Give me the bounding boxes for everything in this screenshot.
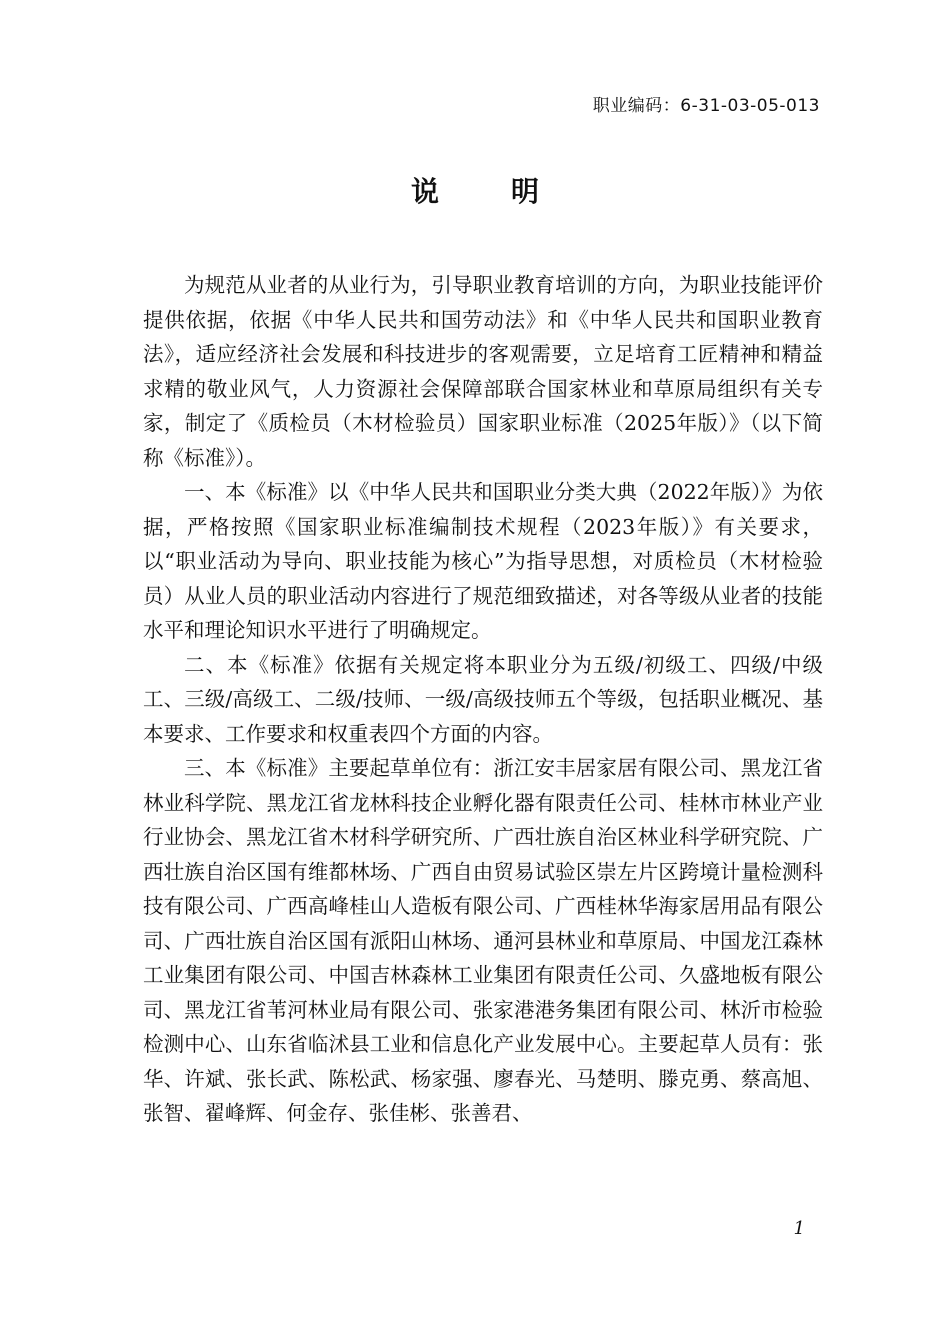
page-title <box>0 170 950 210</box>
paragraph-3: 三、本《标准》主要起草单位有：浙江安丰居家居有限公司、黑龙江省林业科学院、黑龙江省龙林科技企业孵化器有限责任公司、桂林市林业产业行业协会、黑龙江省木材科学研究所、广西壮族自治区林业科学研究院、广西壮族自治区国有维都林场、广西自由贸易试验区崇左片区跨境计量检测科技有限公司、广西高峰桂山人造板有限公司、广西桂林华海家居用品有限公司、广西壮族自治区国有派阳山林场、通河县林业和草原局、中国龙江森林工业集团有限公司、中国吉林森林工业集团有限责任公司、久盛地板有限公司、黑龙江省苇河林业局有限公司、张家港港务集团有限公司、林沂市检验检测中心、山东省临沭县工业和信息化产业发展中心。主要起草人员有：张华、许斌、张长武、陈松武、杨家强、廖春光、马楚明、滕克勇、蔡高旭、张智、翟峰辉、何金存、张佳彬、张善君、 <box>143 756 823 1125</box>
document-body <box>143 268 823 1131</box>
page-number: 1 <box>793 1218 805 1239</box>
occupation-code: 职业编码：6-31-03-05-013 <box>592 96 820 116</box>
title-char-1: 说 <box>410 175 439 208</box>
title-char-2: 明 <box>511 175 540 208</box>
paragraph-2: 二、本《标准》依据有关规定将本职业分为五级/初级工、四级/中级工、三级/高级工、二级/技师、一级/高级技师五个等级，包括职业概况、基本要求、工作要求和权重表四个方面的内容。 <box>143 652 823 746</box>
paragraph-intro: 为规范从业者的从业行为，引导职业教育培训的方向，为职业技能评价提供依据，依据《中华人民共和国劳动法》和《中华人民共和国职业教育法》，适应经济社会发展和科技进步的客观需要，立足培育工匠精神和精益求精的敬业风气，人力资源社会保障部联合国家林业和草原局组织有关专家，制定了《质检员（木材检验员）国家职业标准（2025年版）》（以下简称《标准》）。 <box>143 273 823 470</box>
paragraph-1: 一、本《标准》以《中华人民共和国职业分类大典（2022年版）》为依据，严格按照《国家职业标准编制技术规程（2023年版）》有关要求，以“职业活动为导向、职业技能为核心”为指导思想，对质检员（木材检验员）从业人员的职业活动内容进行了规范细致描述，对各等级从业者的技能水平和理论知识水平进行了明确规定。 <box>143 480 823 642</box>
